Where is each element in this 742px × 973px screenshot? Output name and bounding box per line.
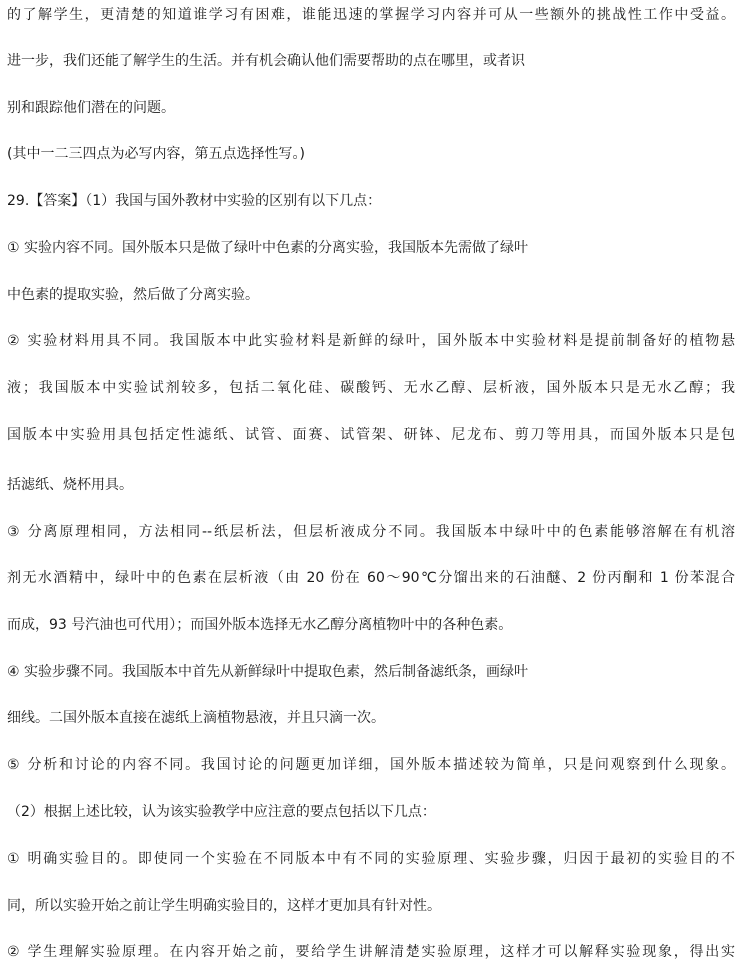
text-line: （2）根据上述比较，认为该实验教学中应注意的要点包括以下几点： [7, 804, 436, 820]
text-line: 剂无水酒精中，绿叶中的色素在层析液（由 20 份在 60～90℃分馏出来的石油醚、2 份丙酮和 1 份苯混合 [7, 570, 735, 586]
text-line: 液；我国版本中实验试剂较多，包括二氧化硅、碳酸钙、无水乙醇、层析液，国外版本只是无水乙醇；我 [7, 380, 735, 396]
text-line: ① 实验内容不同。国外版本只是做了绿叶中色素的分离实验，我国版本先需做了绿叶 [7, 240, 528, 256]
text-line: 国版本中实验用具包括定性滤纸、试管、面赛、试管架、研钵、尼龙布、剪刀等用具，而国外版本只是包 [7, 427, 735, 443]
text-line: 括滤纸、烧杯用具。 [7, 477, 133, 493]
text-line: ② 实验材料用具不同。我国版本中此实验材料是新鲜的绿叶，国外版本中实验材料是提前制备好的植物悬 [7, 333, 735, 349]
text-line: 中色素的提取实验，然后做了分离实验。 [7, 287, 259, 303]
text-line: 同，所以实验开始之前让学生明确实验目的，这样才更加具有针对性。 [7, 898, 441, 914]
text-line: ① 明确实验目的。即使同一个实验在不同版本中有不同的实验原理、实验步骤，归因于最初的实验目的不 [7, 851, 735, 867]
answer-heading: 29.【答案】（1）我国与国外教材中实验的区别有以下几点： [7, 193, 382, 209]
text-line: 的了解学生，更清楚的知道谁学习有困难，谁能迅速的掌握学习内容并可从一些额外的挑战性工作中受益。 [7, 7, 735, 23]
text-line: 别和跟踪他们潜在的问题。 [7, 100, 175, 116]
text-line: ② 学生理解实验原理。在内容开始之前，要给学生讲解清楚实验原理，这样才可以解释实验现象，得出实 [7, 944, 735, 960]
text-line: ⑤ 分析和讨论的内容不同。我国讨论的问题更加详细，国外版本描述较为简单，只是问观察到什么现象。 [7, 757, 735, 773]
text-line: (其中一二三四点为必写内容，第五点选择性写。) [7, 146, 305, 162]
text-line: 细线。二国外版本直接在滤纸上滴植物悬液，并且只滴一次。 [7, 710, 385, 726]
text-line: ③ 分离原理相同，方法相同--纸层析法，但层析液成分不同。我国版本中绿叶中的色素能够溶解在有机溶 [7, 524, 735, 540]
text-line: 进一步，我们还能了解学生的生活。并有机会确认他们需要帮助的点在哪里，或者识 [7, 53, 525, 69]
text-line: 而成，93 号汽油也可代用）；而国外版本选择无水乙醇分离植物叶中的各种色素。 [7, 617, 513, 633]
text-line: ④ 实验步骤不同。我国版本中首先从新鲜绿叶中提取色素，然后制备滤纸条，画绿叶 [7, 664, 528, 680]
